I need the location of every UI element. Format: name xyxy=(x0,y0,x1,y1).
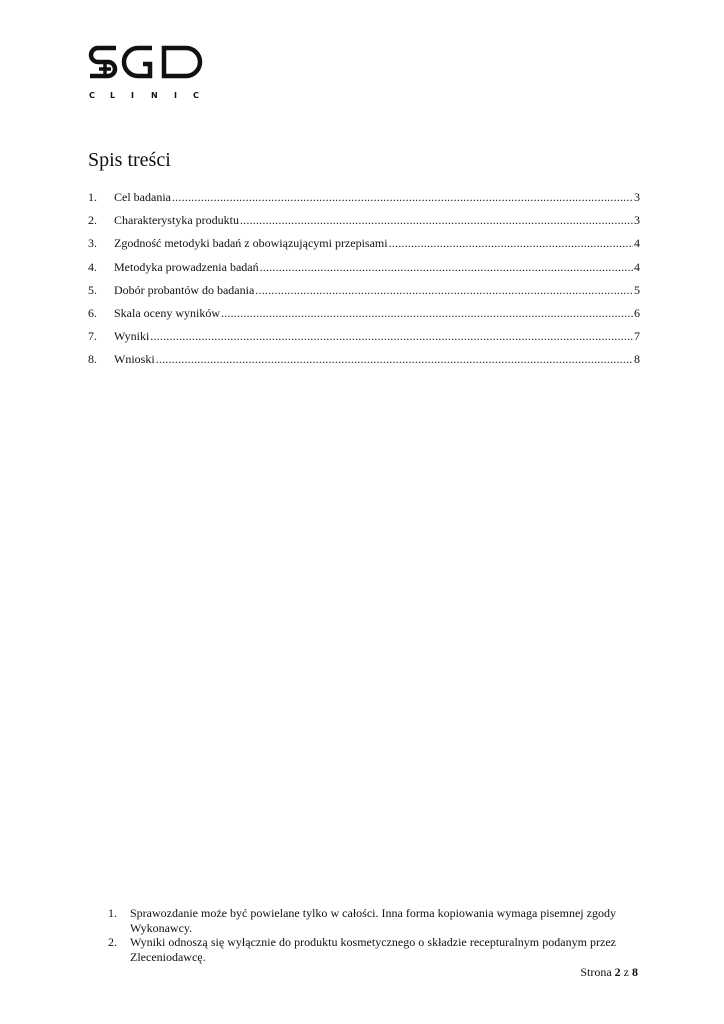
toc-item-page: 3 xyxy=(634,213,640,228)
toc-item[interactable] xyxy=(88,283,640,306)
toc-leader-dots xyxy=(240,213,633,227)
toc-item[interactable] xyxy=(88,190,640,213)
toc-item[interactable] xyxy=(88,306,640,329)
toc-item-number: 7. xyxy=(88,329,97,344)
toc-item-number: 8. xyxy=(88,352,97,367)
footnotes xyxy=(108,906,616,964)
toc-item-number: 6. xyxy=(88,305,97,320)
svg-text:N: N xyxy=(151,91,158,100)
toc-item[interactable] xyxy=(88,236,640,259)
toc-item[interactable] xyxy=(88,352,640,375)
svg-text:L: L xyxy=(110,91,116,100)
toc-item-number: 5. xyxy=(88,282,97,297)
toc-leader-dots xyxy=(255,283,633,297)
page-number-current: 2 xyxy=(614,965,621,979)
clinic-logo xyxy=(88,42,210,104)
toc-list xyxy=(88,190,640,376)
toc-item-label: Skala oceny wyników xyxy=(114,305,220,320)
toc-item-page: 4 xyxy=(634,236,640,251)
svg-text:C: C xyxy=(89,91,95,100)
footnote-number: 1. xyxy=(108,906,117,920)
footnote xyxy=(108,935,616,964)
toc-item-label: Wnioski xyxy=(114,352,155,367)
toc-item-page: 6 xyxy=(634,305,640,320)
toc-item-label: Dobór probantów do badania xyxy=(114,282,255,297)
footnote-number: 2. xyxy=(108,935,117,949)
page-number xyxy=(580,965,638,979)
toc-item-label: Zgodność metodyki badań z obowiązującymi przepisami xyxy=(114,236,388,251)
toc-leader-dots xyxy=(150,329,633,343)
toc-item-label: Metodyka prowadzenia badań xyxy=(114,259,259,274)
svg-text:C: C xyxy=(193,91,199,100)
toc-leader-dots xyxy=(260,260,633,274)
toc-item[interactable] xyxy=(88,329,640,352)
toc-item-page: 3 xyxy=(634,190,640,204)
toc-item-page: 7 xyxy=(634,329,640,344)
toc-leader-dots xyxy=(221,306,633,320)
page-number-total: 8 xyxy=(632,965,638,979)
toc-title: Spis treści xyxy=(88,149,171,171)
toc-item-label: Charakterystyka produktu xyxy=(114,213,239,228)
toc-item[interactable] xyxy=(88,213,640,236)
toc-item-number: 4. xyxy=(88,259,97,274)
footnote-text: Sprawozdanie może być powielane tylko w całości. Inna forma kopiowania wymaga pisemnej zgody Wykonawcy. xyxy=(130,906,616,935)
toc-leader-dots xyxy=(389,236,633,250)
footnote xyxy=(108,906,616,935)
toc-item-page: 4 xyxy=(634,259,640,274)
toc-item-number: 3. xyxy=(88,236,97,251)
toc-item-page: 5 xyxy=(634,282,640,297)
toc-leader-dots xyxy=(156,352,633,366)
page-number-separator: z xyxy=(623,965,629,979)
toc-item-label: Wyniki xyxy=(114,329,150,344)
toc-item-number: 1. xyxy=(88,190,97,204)
svg-text:I: I xyxy=(174,91,177,100)
toc-item-number: 2. xyxy=(88,213,97,228)
svg-text:I: I xyxy=(131,91,134,100)
page-number-prefix: Strona xyxy=(580,965,612,979)
toc-item-label: Cel badania xyxy=(114,190,171,204)
toc-leader-dots xyxy=(172,190,633,204)
toc-item[interactable] xyxy=(88,260,640,283)
toc-item-page: 8 xyxy=(634,352,640,367)
footnote-text: Wyniki odnoszą się wyłącznie do produktu kosmetycznego o składzie recepturalnym podanym przez Zleceniodawcę. xyxy=(130,935,616,964)
